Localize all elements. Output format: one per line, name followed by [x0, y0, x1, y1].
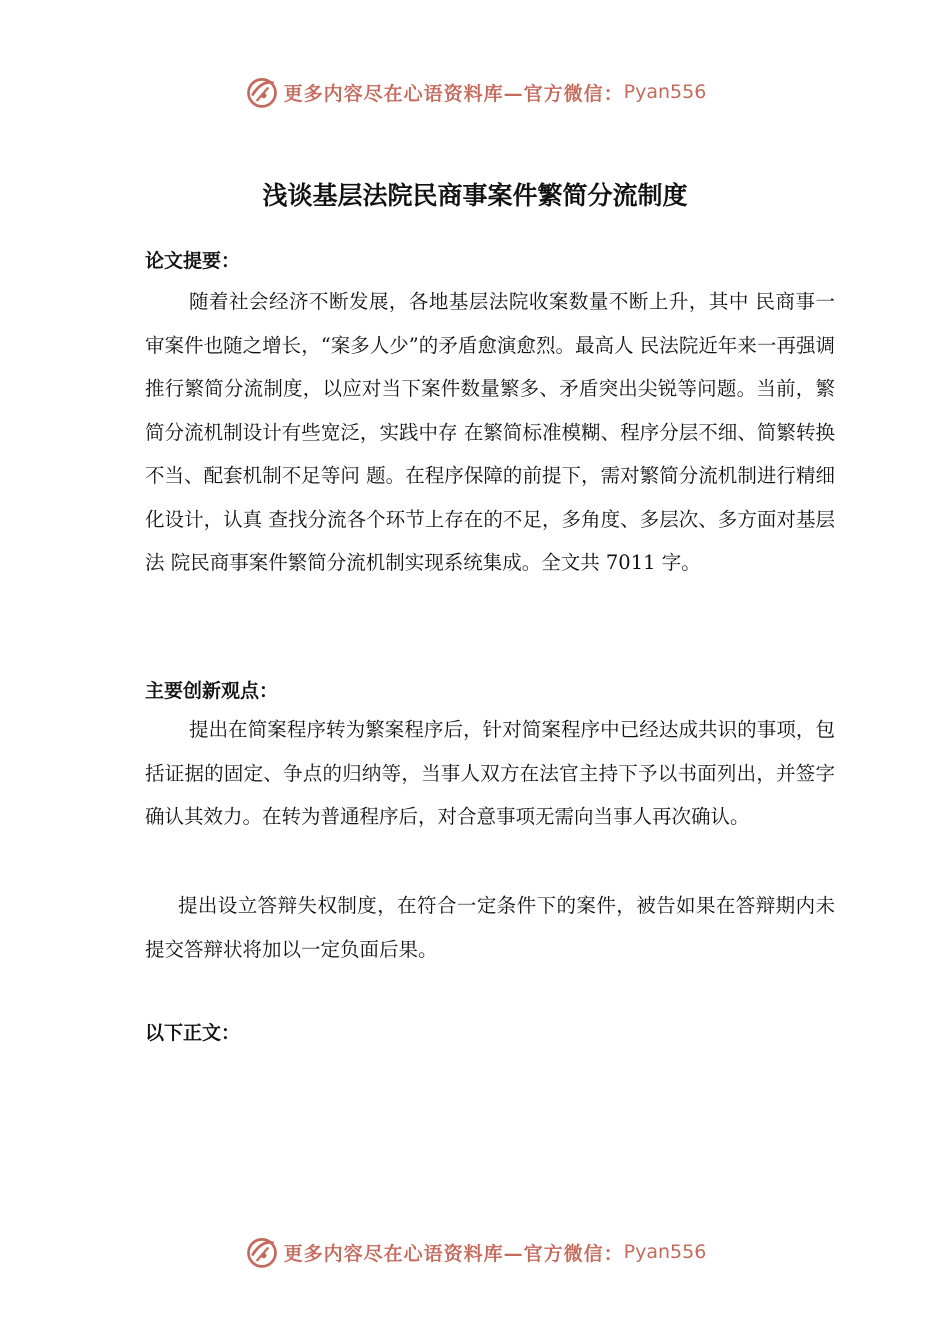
footer-banner [0, 1230, 950, 1274]
banner-text: 更多内容尽在心语资料库—官方微信： [283, 82, 624, 105]
header-banner [0, 70, 950, 114]
brand-logo-icon [244, 1234, 280, 1270]
document-title: 浅谈基层法院民商事案件繁简分流制度 [262, 181, 688, 210]
brand-logo-icon [244, 74, 280, 110]
abstract-paragraph: 随着社会经济不断发展，各地基层法院收案数量不断上升，其中 民商事一审案件也随之增长，“案多人少”的矛盾愈演愈烈。最高人 民法院近年来一再强调推行繁简分流制度，以应对当下案件数量繁多、矛盾突出尖锐等问题。当前，繁简分流机制设计有些宽泛，实践中存 在繁简标准模糊、程序分层不细、简繁转换不当、配套机制不足等问 题。在程序保障的前提下，需对繁简分流机制进行精细化设计，认真 查找分流各个环节上存在的不足，多角度、多层次、多方面对基层法 院民商事案件繁简分流机制实现系统集成。全文共 7011 字。 [145, 290, 835, 574]
body-heading: 以下正文： [145, 1022, 241, 1044]
innovation-paragraph-1: 提出在简案程序转为繁案程序后，针对简案程序中已经达成共识的事项，包括证据的固定、争点的归纳等，当事人双方在法官主持下予以书面列出，并签字确认其效力。在转为普通程序后，对合意事项无需向当事人再次确认。 [145, 718, 835, 828]
banner-text: 更多内容尽在心语资料库—官方微信： [283, 1242, 624, 1265]
wechat-id: Pyan556 [623, 1241, 707, 1263]
innovation-heading: 主要创新观点： [145, 680, 279, 702]
abstract-heading: 论文提要： [145, 250, 241, 272]
innovation-paragraph-2: 提出设立答辩失权制度，在符合一定条件下的案件，被告如果在答辩期内未提交答辩状将加以一定负面后果。 [145, 894, 835, 961]
wechat-id: Pyan556 [623, 81, 707, 103]
